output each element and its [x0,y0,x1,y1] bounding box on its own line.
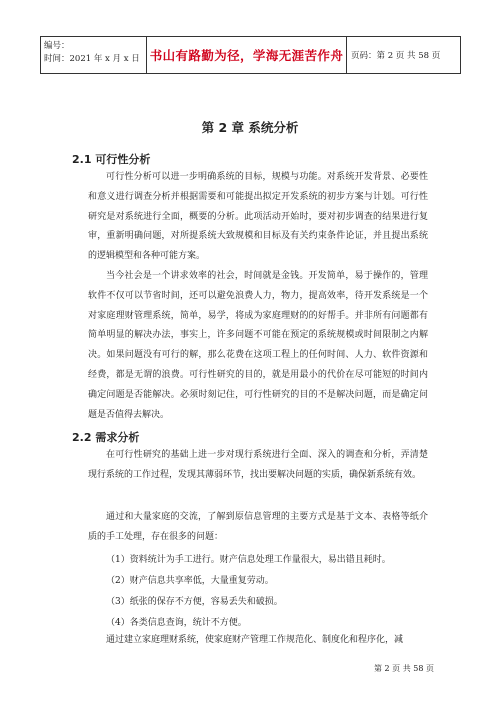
header-page-info: 页码：第 2 页 共 58 页 [351,51,441,61]
paragraph-requirements-problems: 通过和大量家庭的交流，了解到原信息管理的主要方式是基于文本、表格等纸介质的手工处理，存在很多的问题： [88,512,428,542]
chapter-title: 第 2 章 系统分析 [201,120,299,135]
list-item: （1）资料统计为手工进行。财产信息处理工作量很大，易出错且耗时。 [106,555,391,565]
paragraph-requirements-goal: 通过建立家庭理财系统，使家庭财产管理工作规范化、制度化和程序化，减 [106,635,404,645]
paragraph-requirements-intro: 在可行性研究的基础上进一步对现行系统进行全面、深入的调查和分析，弄清楚现行系统的工作过程，发现其薄弱环节，找出要解决问题的实质，确保新系统有效。 [88,450,428,480]
header-motto: 书山有路勤为径，学海无涯苦作舟 [147,37,347,73]
paragraph-feasibility-detail: 当今社会是一个讲求效率的社会，时间就是金钱。开发简单，易于操作的，管理软件不仅可以节省时间，还可以避免浪费人力，物力，提高效率，待开发系统是一个对家庭理财管理系统，简单，易学，将成为家庭理财的的好帮手。并非所有问题都有简单明显的解决办法，事实上，许多问题不可能在预定的系统规模或时间限制之内解决。如果问题没有可行的解，那么花费在这项工程上的任何时间、人力、软件资源和经费，都是无谓的浪费。可行性研究的目的，就是用最小的代价在尽可能短的时间内确定问题是否能解决。必须时刻记住，可行性研究的目的不是解决问题，而是确定问题是否值得去解决。 [88,271,428,420]
list-item: （4）各类信息查询，统计不方便。 [106,618,247,628]
header-info-cell [41,37,147,73]
section-title-requirements: 2.2 需求分析 [72,431,140,444]
list-item: （3）纸张的保存不方便，容易丢失和破损。 [106,597,283,607]
number-label: 编号： [44,41,70,51]
section-title-feasibility: 2.1 可行性分析 [72,153,151,166]
document-header [40,36,461,74]
time-label: 时间：2021 年 x 月 x 日 [44,54,140,64]
list-item: （2）财产信息共享率低，大量重复劳动。 [106,576,274,586]
paragraph-feasibility-intro: 可行性分析可以进一步明确系统的目标，规模与功能。对系统开发背景、必要性和意义进行调查分析并根据需要和可能提出拟定开发系统的初步方案与计划。可行性研究是对系统进行全面，概要的分析。此项活动开始时，要对初步调查的结果进行复审，重新明确问题，对所提系统大致规模和目标及有关约束条件论证，并且提出系统的逻辑模型和各种可能方案。 [88,172,428,262]
page-footer: 第 2 页 共 58 页 [374,664,434,673]
